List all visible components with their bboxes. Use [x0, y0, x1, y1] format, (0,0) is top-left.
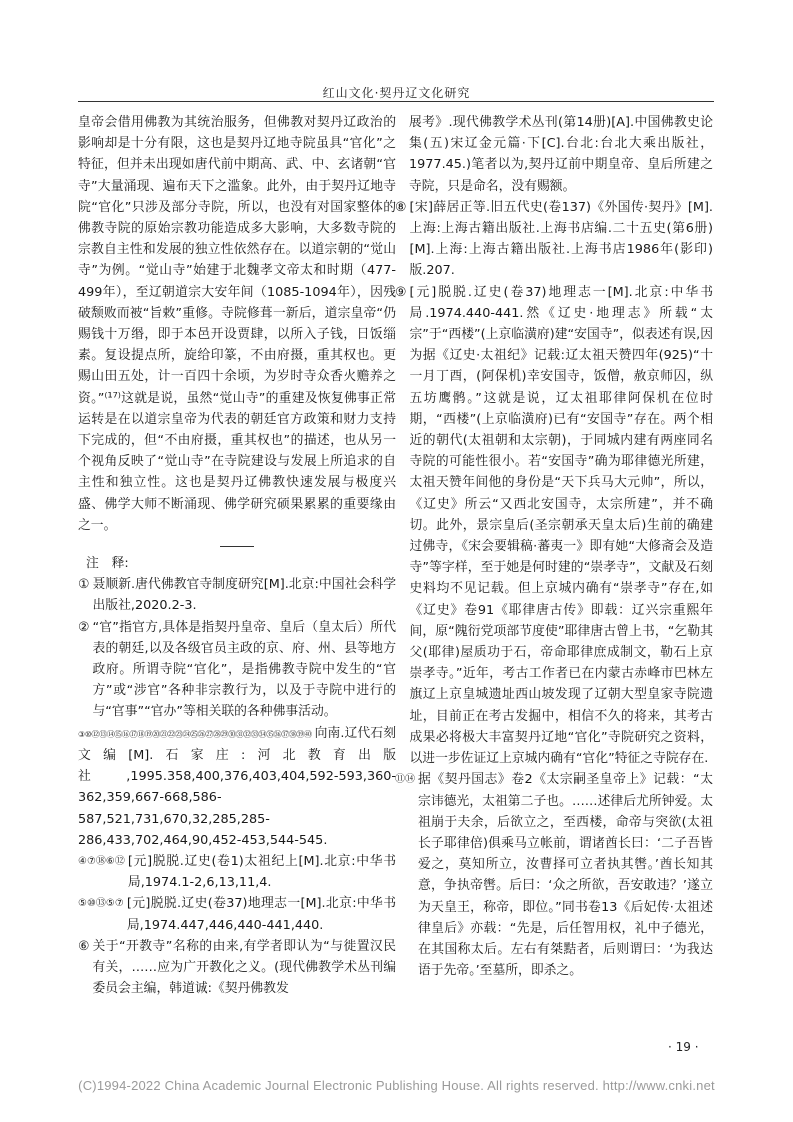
note-mark: ④⑦⑱⑥⑫: [78, 855, 125, 867]
note-mark: ②: [78, 619, 90, 635]
body-paragraph: 皇帝会借用佛教为其统治服务，但佛教对契丹辽政治的影响却是十分有限，这也是契丹辽地寺院虽具“官化”之特征，但并未出现如唐代前中期高、武、中、玄诸朝“官寺”大量涌现、遍布天下之滥象。此外，由于契丹辽地寺院“官化”只涉及部分寺院，所以，也没有对国家整体的佛教寺院的原始宗教功能造成多大影响，大多数寺院的宗教自主性和发展的独立性依然存在。以道宗朝的“觉山寺”为例。“觉山寺”始建于北魏孝文帝太和时期（477-499年），至辽朝道宗大安年间（1085-1094年），因残破颓败而被“旨敕”重修。寺院修葺一新后，道宗皇帝“仍赐钱十万缗，即于本邑开设贾肆，以所入子钱，日饭缁素。复设提点所，旋给印篆，不由府摄，重其权也。更赐山田五处，计一百四十余顷，为岁时寺众香火赡养之资。”⁽¹⁷⁾这就是说，虽然“觉山寺”的重建及恢复佛事正常运转是在以道宗皇帝为代表的朝廷官方政策和财力支持下完成的，但“不由府摄，重其权也”的描述，也从另一个视角反映了“觉山寺”在寺院建设与发展上所追求的自主性和独立性。这也是契丹辽佛教快速发展与极度兴盛、佛学大师不断涌现、佛学研究硕果累累的重要缘由之一。: [78, 115, 396, 533]
note-mark: ⑪⑭: [395, 774, 415, 786]
header-rule: [78, 101, 714, 102]
running-header: 红山文化·契丹辽文化研究: [322, 86, 471, 100]
note-item: [78, 893, 396, 935]
note-mark: ③⑩⑫⑬⑭⑮⑯⑰⑱⑲⑳㉑㉒㉓㉔㉕㉖㉗㉘㉙㉚㉛㉜㉝㉞㉟㊱㊲㊳㊴㊵: [78, 729, 312, 739]
note-item: [395, 282, 713, 770]
copyright-footer: (C)1994-2022 China Academic Journal Electronic Publishing House. All rights reserved. http://www.cnki.net: [78, 1078, 715, 1093]
note-text: 关于“开教寺”名称的由来,有学者即认为“与徙置汉民有关，……应为广开教化之义。(现代佛教学术丛刊编委员会主编，韩道诚:《契丹佛教发: [92, 938, 396, 997]
note-text: 据《契丹国志》卷2《太宗嗣圣皇帝上》记载：“太宗讳德光，太祖第二子也。……述律后尤所钟爱。太祖崩于夫余，后欲立之，至西楼，命帝与突欲(太祖长子耶律倍)俱乘马立帐前，谓诸酋长曰：‘二子吾皆爱之，莫知所立，汝曹择可立者执其辔。’酋长知其意，争执帝辔。后曰：‘众之所欲，吾安敢违？’遂立为天皇王，称帝，即位。”同书卷13《后妃传·太祖述律皇后》亦载：“先是，后任智用权，礼中子德光，在其国称太后。左右有桀黠者，后则谓曰：‘为我达语于先帝。’至墓所，即杀之。: [418, 772, 713, 979]
notes-divider: [220, 546, 254, 547]
note-mark: ①: [78, 577, 90, 593]
note-item: [78, 936, 396, 1000]
note-item: [78, 723, 396, 851]
note-item: [78, 574, 396, 616]
note-mark: ⑨: [395, 284, 407, 300]
notes-label: 注 释:: [86, 556, 129, 572]
note-text: 展考》.现代佛教学术丛刊(第14册)[A].中国佛教史论集(五)宋辽金元篇·下[C].台北:台北大乘出版社，1977.45.)笔者以为,契丹辽前中期皇帝、皇后所建之寺院，只是命名，没有赐额。: [409, 115, 713, 194]
note-item: [78, 617, 396, 723]
right-column: [395, 112, 713, 981]
note-item: [395, 769, 713, 981]
note-continuation: [395, 112, 713, 197]
note-mark: ⑧: [395, 199, 407, 215]
note-text: [元]脱脱.辽史(卷37)地理志一[M].北京:中华书局.1974.440-441.然《辽史·地理志》所载“太宗”于“西楼”(上京临潢府)建“安国寺”，似表述有误,因为据《辽史·太祖纪》记载:辽太祖天赞四年(925)“十一月丁酉，(阿保机)幸安国寺，饭僧，赦京师囚，纵五坊鹰鹘。”这就是说，辽太祖耶律阿保机在位时期，“西楼”(上京临潢府)已有“安国寺”存在。两个相近的朝代(太祖朝和太宗朝)，于同城内建有两座同名寺院的可能性很小。若“安国寺”确为耶律德光所建，太祖天赞年间他的身份是“天下兵马大元帅”，所以，《辽史》所云“又西北安国寺，太宗所建”，并不确切。此外，景宗皇后(圣宗朝承天皇太后)生前的确建过佛寺，《宋会要辑稿·蕃夷一》即有她“大修斋会及造寺”等字样，至于她是何时建的“崇孝寺”，文献及石刻史料均不见记载。但上京城内确有“崇孝寺”存在,如《辽史》卷91《耶律唐古传》即载：辽兴宗重熙年间，原“隗衍党项部节度使”耶律唐古曾上书，“乞勒其父(耶律)屋质功于石，帝命耶律庶成制文，勒石上京崇孝寺。”近年，考古工作者已在内蒙古赤峰市巴林左旗辽上京皇城遗址西山坡发现了辽朝大型皇家寺院遗址，目前正在考古发掘中，相信不久的将来，其考古成果必将极大丰富契丹辽地“官化”寺院研究之资料，以进一步佐证辽上京城内确有“官化”特征之寺院存在.: [409, 284, 713, 767]
page-number: · 19 ·: [668, 1040, 699, 1054]
note-text: [元]脱脱.辽史(卷1)太祖纪上[M].北京:中华书局,1974.1-2,6,13,11,4.: [127, 853, 396, 891]
note-item: [78, 851, 396, 893]
note-text: 向南.辽代石刻文编[M].石家庄:河北教育出版社,1995.358,400,376,403,404,592-593,360-362,359,667-668,586-587,521,731,670,32,285,285-286,433,702,464,90,452-453,544-545.: [78, 725, 396, 848]
note-mark: ⑥: [78, 938, 90, 954]
note-mark: ⑤⑩⑬⑤⑦: [78, 898, 124, 910]
note-item: [395, 197, 713, 282]
left-column: [78, 112, 396, 999]
note-text: [元]脱脱.辽史(卷37)地理志一[M].北京:中华书局,1974.447,446,440-441,440.: [126, 896, 396, 933]
note-text: [宋]薛居正等.旧五代史(卷137)《外国传·契丹》[M].上海:上海古籍出版社.上海书店编.二十五史(第6册)[M].上海:上海古籍出版社.上海书店1986年(影印)版.207.: [409, 199, 713, 279]
note-text: “官”指官方,具体是指契丹皇帝、皇后（皇太后）所代表的朝廷,以及各级官员主政的京、府、州、县等地方政府。所谓寺院“官化”，是指佛教寺院中发生的“官方”或“涉官”各种非宗教行为，以及于寺院中进行的与“官事”“官办”等相关联的各种佛事活动。: [92, 619, 396, 720]
note-text: 聂顺新.唐代佛教官寺制度研究[M].北京:中国社会科学出版社,2020.2-3.: [92, 577, 396, 614]
